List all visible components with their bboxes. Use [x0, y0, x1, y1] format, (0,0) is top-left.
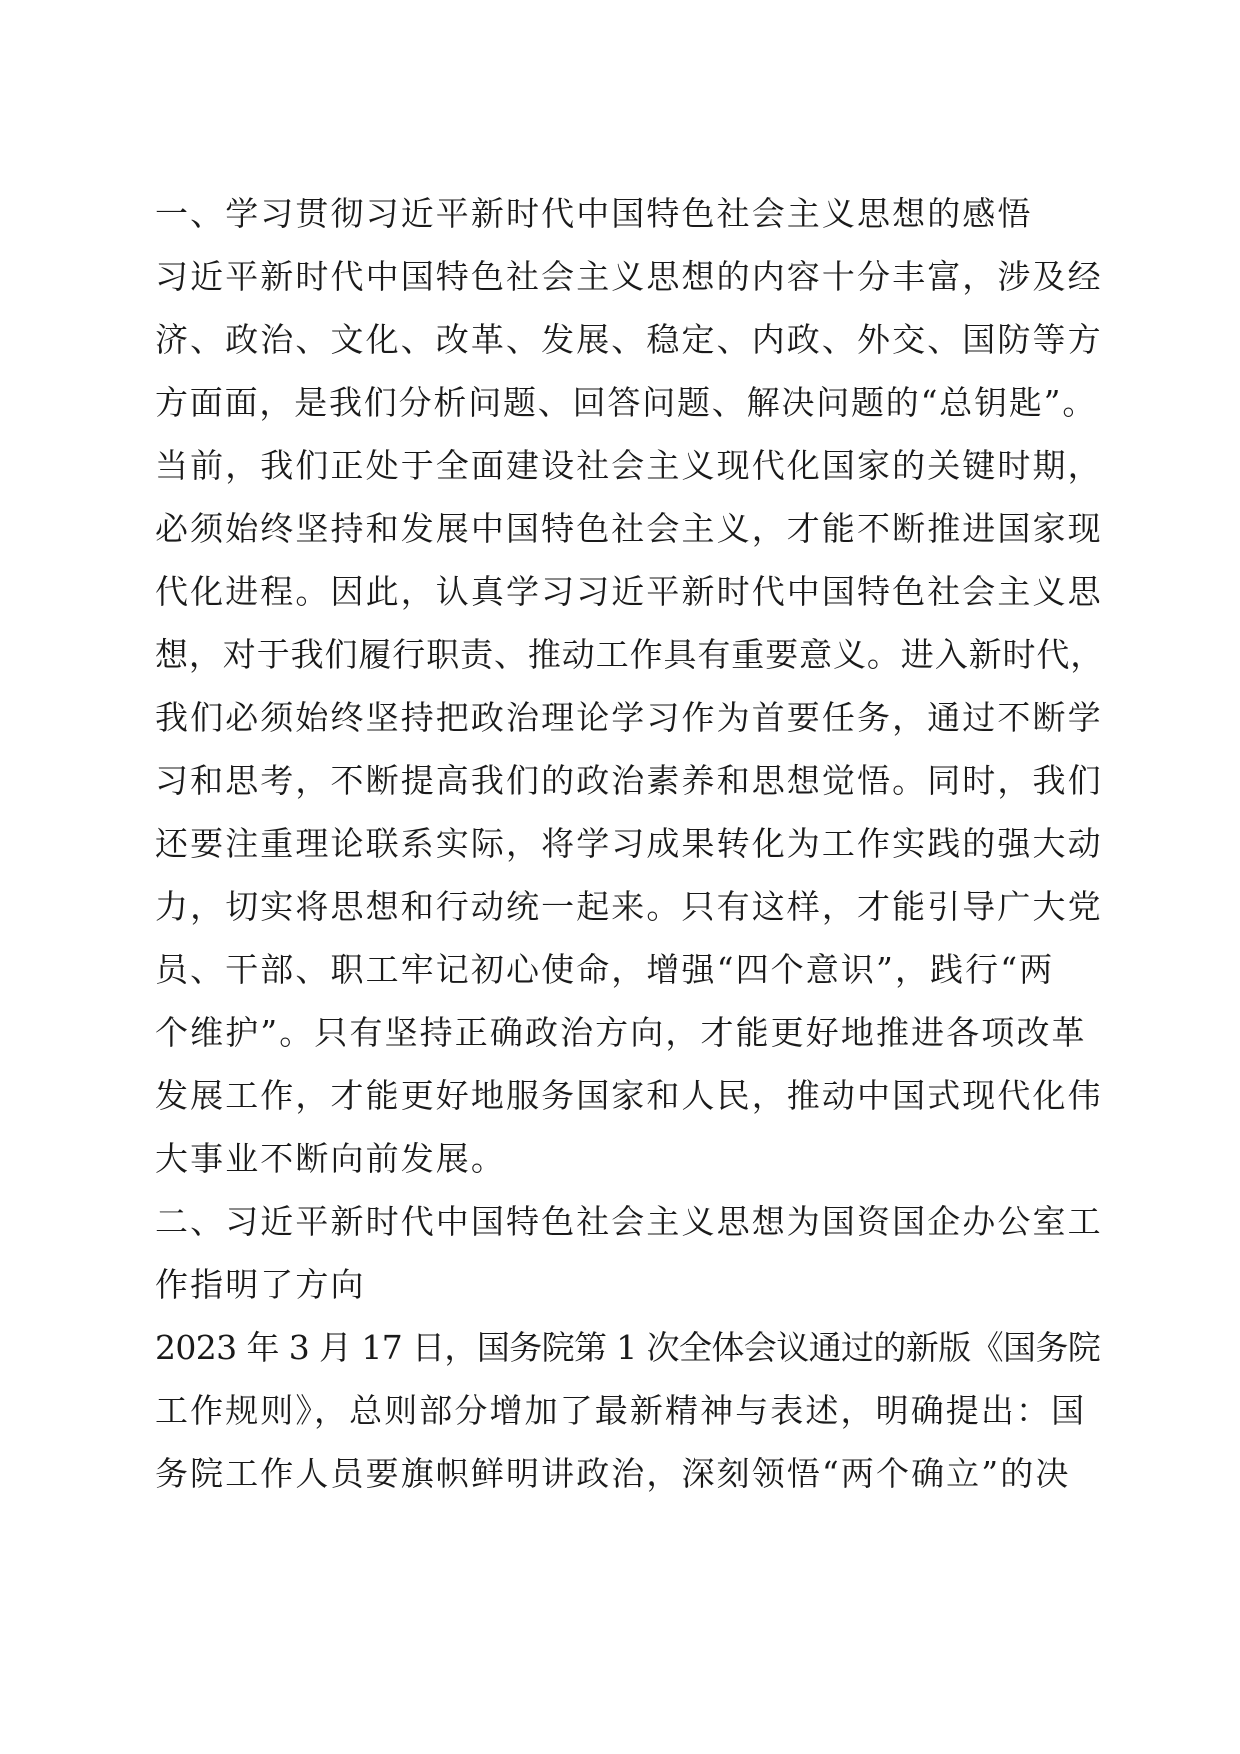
body-line: 当前，我们正处于全面建设社会主义现代化国家的关键时期， — [155, 446, 1103, 485]
body-line: 我们必须始终坚持把政治理论学习作为首要任务，通过不断学 — [155, 698, 1103, 737]
section-heading-2: 二、习近平新时代中国特色社会主义思想为国资国企办公室工 — [155, 1202, 1103, 1241]
body-line: 必须始终坚持和发展中国特色社会主义，才能不断推进国家现 — [155, 509, 1103, 548]
body-line: 还要注重理论联系实际，将学习成果转化为工作实践的强大动 — [155, 824, 1103, 863]
body-line: 方面面，是我们分析问题、回答问题、解决问题的“总钥匙”。 — [155, 383, 1098, 422]
body-line: 发展工作，才能更好地服务国家和人民，推动中国式现代化伟 — [155, 1076, 1103, 1115]
body-line: 个维护”。只有坚持正确政治方向，才能更好地推进各项改革 — [155, 1013, 1087, 1052]
body-line: 务院工作人员要旗帜鲜明讲政治，深刻领悟“两个确立”的决 — [155, 1454, 1071, 1493]
body-line: 员、干部、职工牢记初心使命，增强“四个意识”，践行“两 — [155, 950, 1055, 989]
body-line: 习近平新时代中国特色社会主义思想的内容十分丰富，涉及经 — [155, 257, 1103, 296]
body-line: 大事业不断向前发展。 — [155, 1139, 506, 1178]
body-line: 济、政治、文化、改革、发展、稳定、内政、外交、国防等方 — [155, 320, 1103, 359]
section-heading-2-cont: 作指明了方向 — [155, 1265, 366, 1304]
body-line: 代化进程。因此，认真学习习近平新时代中国特色社会主义思 — [155, 572, 1103, 611]
body-line: 2023 年 3 月 17 日，国务院第 1 次全体会议通过的新版《国务院 — [155, 1328, 1101, 1367]
section-heading-1: 一、学习贯彻习近平新时代中国特色社会主义思想的感悟 — [155, 194, 1033, 233]
body-line: 习和思考，不断提高我们的政治素养和思想觉悟。同时，我们 — [155, 761, 1103, 800]
body-line: 工作规则》，总则部分增加了最新精神与表述，明确提出：国 — [155, 1391, 1087, 1430]
body-line: 想，对于我们履行职责、推动工作具有重要意义。进入新时代， — [155, 635, 1105, 674]
body-line: 力，切实将思想和行动统一起来。只有这样，才能引导广大党 — [155, 887, 1103, 926]
